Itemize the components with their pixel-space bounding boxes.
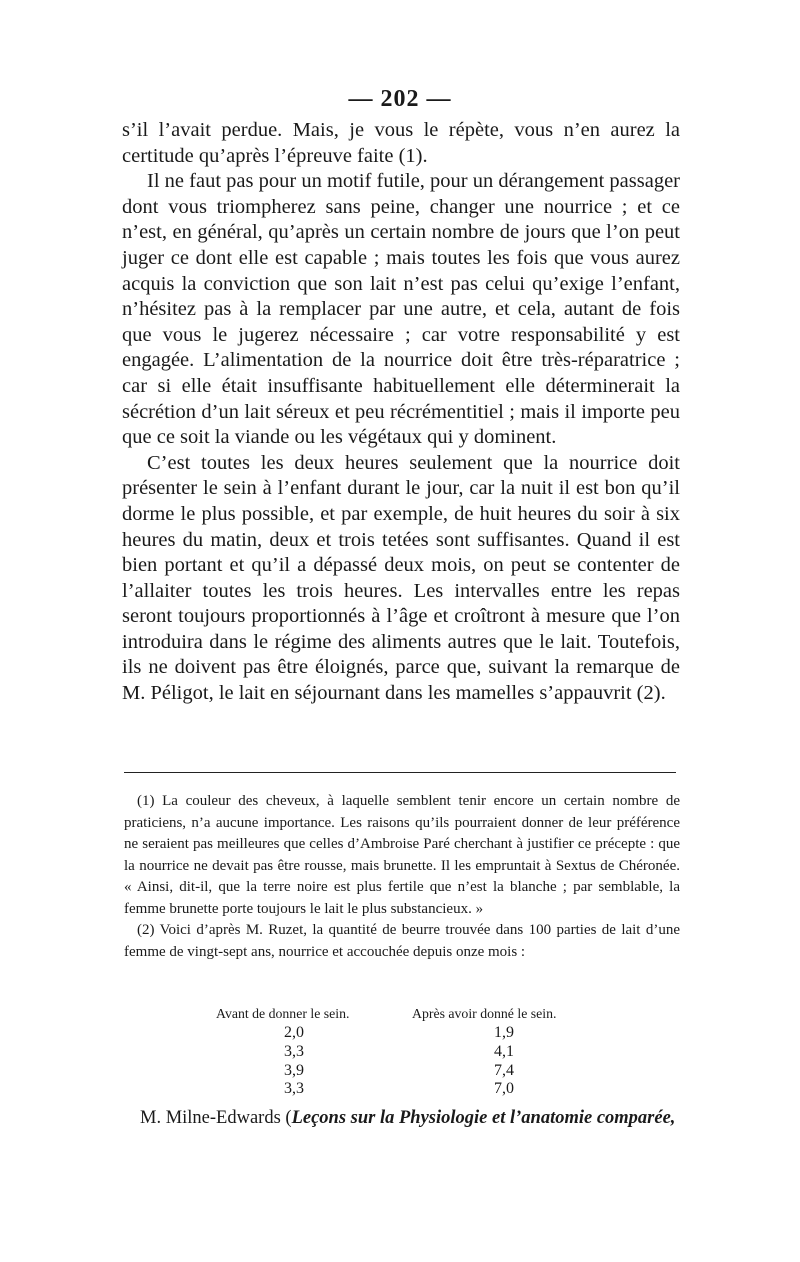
cell-before: 3,9 [284, 1061, 304, 1079]
cell-after: 4,1 [494, 1042, 514, 1060]
table-row [124, 1080, 680, 1099]
cell-after: 1,9 [494, 1024, 514, 1041]
page-number: — 202 — [348, 86, 452, 112]
header-after: Après avoir donné le sein. [412, 1006, 557, 1021]
footnote-separator [124, 772, 676, 773]
table-row [124, 1062, 680, 1081]
footnotes [124, 791, 680, 963]
table-header [124, 1006, 680, 1024]
citation [140, 1108, 685, 1129]
footnote-1: (1) La couleur des cheveux, à laquelle semblent tenir encore un certain nombre de praticiens, n’a aucune importance. Les raisons qu’ils pourraient donner de leur préférence ne seraient pas meilleures que celles d’Ambroise Paré cherchant à justifier ce précepte : que la nourrice ne devait pas être rousse, mais brunette. Il les empruntait à Sextus de Chéronée. « Ainsi, dit-il, que la terre noire est plus fertile que n’est la blanche ; par semblable, la femme brunette porte toujours le lait le plus substancieux. » [124, 793, 680, 917]
table-row [124, 1043, 680, 1062]
cell-after: 7,0 [494, 1080, 514, 1098]
paragraph-feeding-schedule: C’est toutes les deux heures seulement que la nourrice doit présenter le sein à l’enfant durant le jour, car la nuit il est bon qu’il dorme le plus possible, et par exemple, de huit heures du soir à six heures du matin, deux et trois tetées sont suffisantes. Quand il est bien portant et qu’il a dépassé deux mois, on peut se contenter de l’allaiter toutes les trois heures. Les intervalles entre les repas seront toujours proportionnés à l’âge et croîtront à mesure que l’on introduira dans le régime des aliments autres que le lait. Toutefois, ils ne doivent pas être éloignés, parce que, suivant la remarque de M. Péligot, le lait en séjournant dans les mamelles s’appauvrit (2). [122, 451, 680, 705]
cell-before: 3,3 [284, 1042, 304, 1060]
footnote-2: (2) Voici d’après M. Ruzet, la quantité de beurre trouvée dans 100 parties de lait d’une femme de vingt-sept ans, nourrice et accouchée depuis onze mois : [124, 922, 680, 960]
main-text [122, 118, 680, 707]
cell-before: 3,3 [284, 1080, 304, 1098]
cell-after: 7,4 [494, 1061, 514, 1079]
citation-author: M. Milne-Edwards ( [140, 1108, 292, 1128]
table-row [124, 1024, 680, 1043]
butter-table [124, 1006, 680, 1099]
header-before: Avant de donner le sein. [216, 1006, 350, 1021]
paragraph-nourrice-change: Il ne faut pas pour un motif futile, pour un dérangement passager dont vous triompherez sans peine, changer une nourrice ; et ce n’est, en général, qu’après un certain nombre de jours que l’on peut juger ce dont elle est capable ; mais toutes les fois que vous aurez acquis la conviction que son lait n’est pas celui qu’exige l’enfant, n’hésitez pas à la remplacer par une autre, et cela, autant de fois que vous le jugerez nécessaire ; car votre responsabilité y est engagée. L’alimentation de la nourrice doit être très-réparatrice ; car si elle était insuffisante habituellement elle déterminerait la sécrétion d’un lait séreux et peu récrémentitiel ; mais il importe peu que ce soit la viande ou les végétaux qui y dominent. [122, 170, 680, 449]
cell-before: 2,0 [284, 1024, 304, 1041]
paragraph-continuation: s’il l’avait perdue. Mais, je vous le répète, vous n’en aurez la certitude qu’après l’épreuve faite (1). [122, 119, 680, 167]
citation-title: Leçons sur la Physiologie et l’anatomie comparée, [291, 1108, 676, 1128]
